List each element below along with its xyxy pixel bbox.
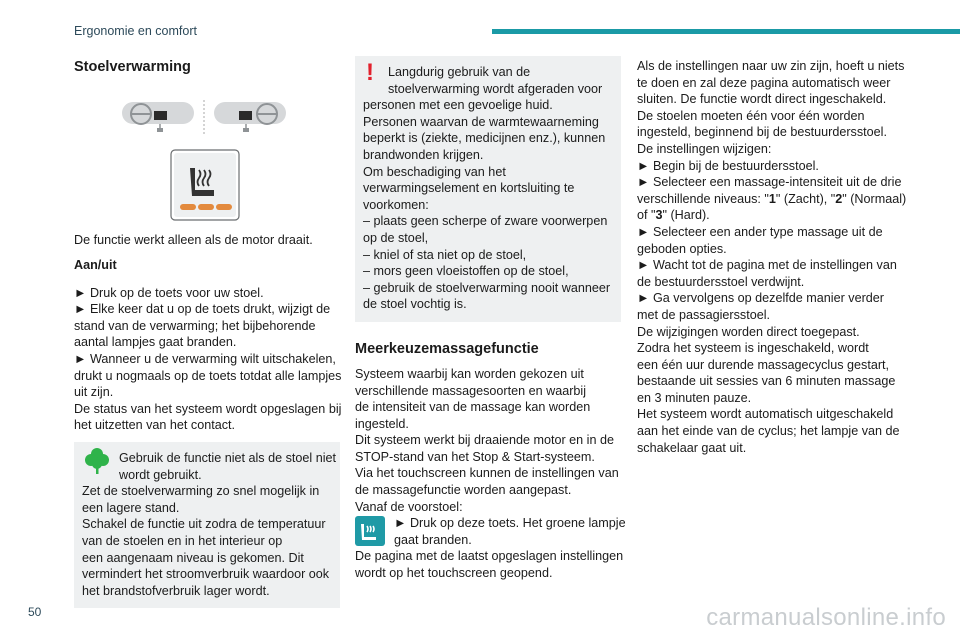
- text-line: drukt u nogmaals op de toets totdat alle lampjes: [74, 368, 342, 383]
- header-label: Ergonomie en comfort: [74, 24, 197, 38]
- column-3: [637, 58, 911, 456]
- text-fragment: verschillende niveaus: ": [637, 191, 769, 206]
- text-line: ► Druk op deze toets. Het groene lampje: [394, 516, 626, 531]
- text-line: Het systeem wordt automatisch uitgeschakeld: [637, 407, 894, 422]
- text-line: aan het einde van de cyclus; het lampje van de: [637, 424, 900, 439]
- text-line: – gebruik de stoelverwarming nooit wanneer: [363, 280, 611, 295]
- text-line: ► Wacht tot de pagina met de instellingen van: [637, 258, 897, 273]
- warning-exclamation-icon: !: [366, 59, 374, 86]
- level-1-label: 1: [768, 191, 776, 206]
- text-line: Personen waarvan de warmtewaarneming: [363, 114, 599, 129]
- text-line: vermindert het stroomverbruik waardoor ook: [82, 567, 330, 582]
- dashboard-left-icon: [122, 102, 194, 132]
- level-2-label: 2: [835, 191, 843, 206]
- text-line: de intensiteit van de massage kan worden: [355, 400, 591, 415]
- text-line: De status van het systeem wordt opgeslagen bij: [74, 401, 342, 416]
- text-line: de stoel vochtig is.: [363, 297, 467, 312]
- text-line: Als de instellingen naar uw zin zijn, hoeft u niets: [637, 59, 905, 73]
- text-line: Vanaf de voorstoel:: [355, 499, 463, 514]
- massage-button-row: [355, 515, 626, 548]
- text-line: met de passagiersstoel.: [637, 307, 771, 322]
- eco-tip-box: [74, 442, 340, 608]
- text-line: de bestuurdersstoel verdwijnt.: [637, 274, 805, 289]
- text-line: geboden opties.: [637, 241, 727, 256]
- text-line: voorkomen:: [363, 197, 429, 212]
- text-line: Dit systeem werkt bij draaiende motor en in de: [355, 433, 614, 448]
- text-line: ► Druk op de toets voor uw stoel.: [74, 285, 264, 300]
- text-line: – kniel of sta niet op de stoel,: [363, 247, 527, 262]
- level-3-label: 3: [655, 208, 663, 223]
- column-2: [355, 56, 626, 582]
- warning-box: [355, 56, 621, 322]
- watermark: carmanualsonline.info: [706, 604, 946, 631]
- eco-clover-icon: [84, 447, 110, 475]
- text-line: Om beschadiging van het: [363, 164, 506, 179]
- text-line: ► Ga vervolgens op dezelfde manier verder: [637, 291, 884, 306]
- text-line: Systeem waarbij kan worden gekozen uit: [355, 366, 584, 381]
- text-line: Schakel de functie uit zodra de temperatuur: [82, 517, 326, 532]
- subsection-title-on-off: Aan/uit: [74, 257, 117, 272]
- text-line: verschillende massagesoorten en waarbij: [355, 383, 587, 398]
- column-1: [74, 58, 340, 608]
- text-line: het uitzetten van het contact.: [74, 418, 236, 433]
- text-line: van de stoelen en in het interieur op: [82, 533, 283, 548]
- text-line: ► Begin bij de bestuurdersstoel.: [637, 158, 819, 173]
- text-line: het brandstofverbruik lager wordt.: [82, 583, 270, 598]
- text-line: de massagefunctie worden aangepast.: [355, 483, 572, 498]
- text-fragment: " (Zacht), ": [775, 191, 836, 206]
- text-line: gaat branden.: [394, 532, 472, 547]
- text-line: uit zijn.: [74, 385, 114, 400]
- text-line: Via het touchscreen kunnen de instellingen van: [355, 466, 619, 481]
- dashboard-right-icon: [214, 102, 286, 132]
- seat-heating-button-icon: [171, 150, 239, 220]
- massage-seat-button-icon: [355, 516, 385, 546]
- text-line: ► Selecteer een ander type massage uit de: [637, 224, 883, 239]
- text-line: De wijzigingen worden direct toegepast.: [637, 324, 860, 339]
- text-line: ► Selecteer een massage-intensiteit uit de drie: [637, 175, 902, 190]
- intensity-levels-line: [637, 207, 911, 224]
- page-number: 50: [28, 605, 42, 619]
- text-fragment: " (Normaal): [842, 191, 907, 206]
- text-line: STOP-stand van het Stop & Start-systeem.: [355, 449, 595, 464]
- text-line: Zet de stoelverwarming zo snel mogelijk in: [82, 484, 320, 499]
- text-line: stoelverwarming wordt afgeraden voor: [388, 81, 603, 96]
- text-line: ► Elke keer dat u op de toets drukt, wijzigt de: [74, 302, 331, 317]
- text-line: De instellingen wijzigen:: [637, 141, 772, 156]
- text-line: wordt gebruikt.: [119, 467, 202, 482]
- text-line: ingesteld, beginnend bij de bestuurdersstoel.: [637, 125, 887, 140]
- text-line: een lagere stand.: [82, 500, 180, 515]
- text-line: ► Wanneer u de verwarming wilt uitschakelen,: [74, 351, 336, 366]
- text-fragment: " (Hard).: [662, 208, 710, 223]
- text-line: sluiten. De functie wordt direct ingeschakeld.: [637, 92, 887, 107]
- text-line: personen met een gevoelige huid.: [363, 98, 553, 113]
- section-title-seat-heating: Stoelverwarming: [74, 59, 191, 75]
- text-line: brandwonden krijgen.: [363, 147, 484, 162]
- text-line: Langdurig gebruik van de: [388, 65, 531, 79]
- text-line: bestaande uit sessies van 6 minuten massage: [637, 374, 896, 389]
- text-line: een aangenaam niveau is gekomen. Dit: [82, 550, 304, 565]
- text-line: – plaats geen scherpe of zware voorwerpen: [363, 214, 608, 229]
- text-line: stand van de verwarming; het bijbehorende: [74, 318, 316, 333]
- section-title-massage: Meerkeuzemassagefunctie: [355, 340, 539, 357]
- text-line: – mors geen vloeistoffen op de stoel,: [363, 264, 569, 279]
- text-line: verwarmingselement en kortsluiting te: [363, 181, 575, 196]
- text-line: aantal lampjes gaat branden.: [74, 335, 237, 350]
- intro-text: De functie werkt alleen als de motor draait.: [74, 233, 313, 247]
- text-line: De pagina met de laatst opgeslagen instellingen: [355, 549, 624, 564]
- text-line: schakelaar gaat uit.: [637, 440, 747, 455]
- text-line: Gebruik de functie niet als de stoel niet: [119, 450, 337, 465]
- text-line: De stoelen moeten één voor één worden: [637, 108, 865, 123]
- text-line: Zodra het systeem is ingeschakeld, wordt: [637, 341, 869, 356]
- text-line: op de stoel,: [363, 230, 429, 245]
- header-accent-bar: [492, 29, 960, 34]
- intensity-levels-line: [637, 191, 911, 208]
- text-line: te doen en zal deze pagina automatisch weer: [637, 75, 891, 90]
- seat-heating-dashboard-illustration: [74, 84, 340, 224]
- text-line: ingesteld.: [355, 416, 409, 431]
- text-line: wordt op het touchscreen geopend.: [355, 566, 553, 581]
- text-line: en 3 minuten pauze.: [637, 390, 752, 405]
- text-line: beperkt is (ziekte, medicijnen enz.), kunnen: [363, 131, 606, 146]
- text-fragment: of ": [637, 208, 656, 223]
- text-line: een één uur durende massagecyclus gestart,: [637, 357, 890, 372]
